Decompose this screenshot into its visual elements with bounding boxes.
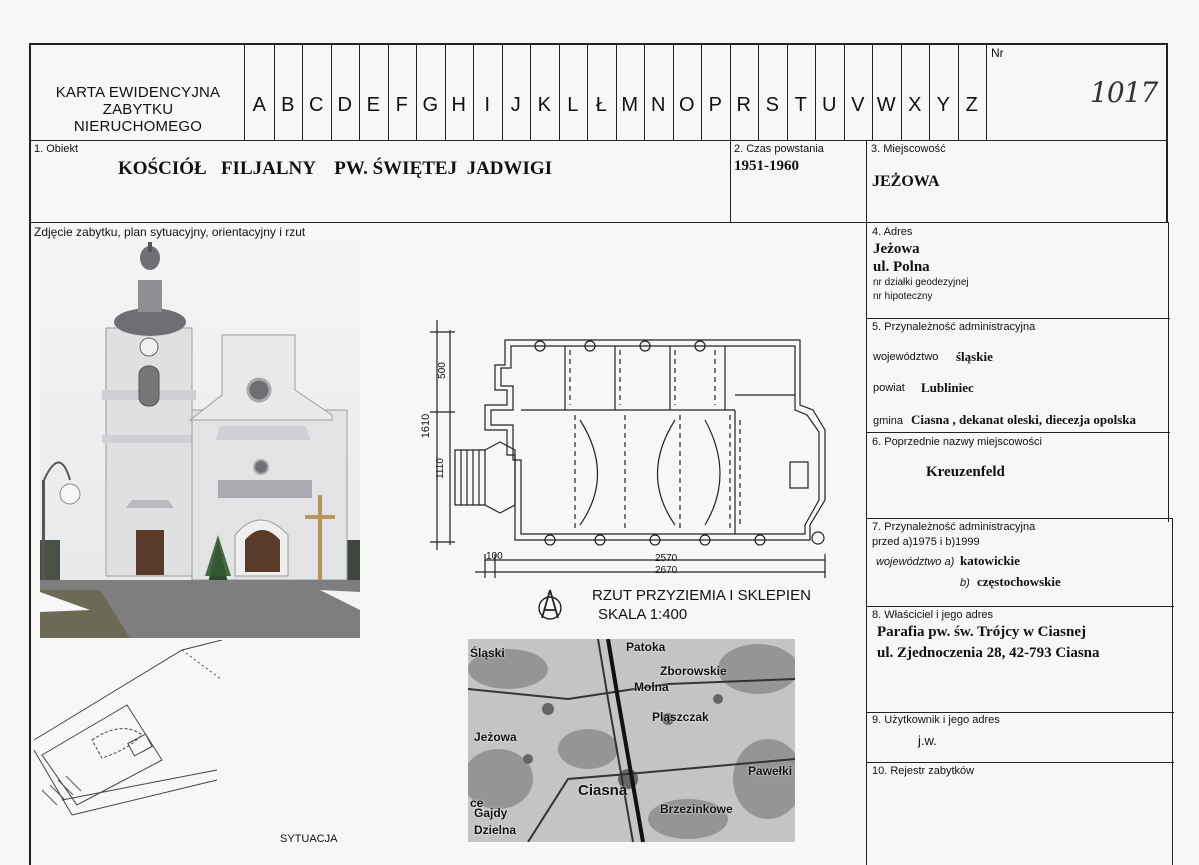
letter-divider	[901, 43, 902, 140]
letter-divider	[958, 43, 959, 140]
letter-index-cell: Y	[936, 93, 950, 116]
letter-divider	[274, 43, 275, 140]
nr-col-divider	[986, 43, 987, 141]
map-label: Molna	[634, 680, 669, 694]
letter-index-cell: E	[366, 93, 380, 116]
right-edge-lower	[1168, 222, 1169, 522]
map-label: Ciasna	[578, 782, 628, 799]
przynaleznosc-hist-label: 7. Przynależność administracyjna	[872, 521, 1036, 533]
letter-index-cell: R	[736, 93, 751, 116]
map-label: Patoka	[626, 640, 666, 654]
frame-right	[1166, 43, 1168, 223]
hist-b-label: b)	[960, 577, 970, 589]
dim-lower: 1110	[434, 458, 446, 479]
letter-divider	[473, 43, 474, 140]
map-label: Pląszczak	[652, 710, 709, 724]
frame-left	[29, 43, 31, 865]
miejscowosc-value: JEŻOWA	[872, 173, 940, 190]
letter-divider	[502, 43, 503, 140]
letter-index-cell: B	[281, 93, 295, 116]
letter-divider	[587, 43, 588, 140]
map-label: Pawełki	[748, 764, 793, 778]
wojewodztwo-value: śląskie	[956, 349, 993, 364]
sep-9	[866, 762, 1174, 763]
wojewodztwo-label: województwo	[873, 351, 939, 363]
miejscowosc-label: 3. Miejscowość	[871, 143, 946, 155]
map-label: Jeżowa	[474, 730, 517, 744]
letter-divider	[616, 43, 617, 140]
letter-divider	[388, 43, 389, 140]
poprzednie-value: Kreuzenfeld	[926, 464, 1005, 480]
letter-divider	[701, 43, 702, 140]
hist-a-value: katowickie	[960, 553, 1020, 568]
letter-divider	[730, 43, 731, 140]
letter-divider	[530, 43, 531, 140]
dim-small: 100	[486, 551, 503, 562]
north-arrow-icon	[534, 588, 566, 624]
card-title	[32, 84, 244, 135]
gmina-label: gmina	[873, 415, 903, 427]
powiat-value: Lubliniec	[921, 380, 974, 395]
letter-divider	[359, 43, 360, 140]
letter-divider	[844, 43, 845, 140]
letter-index-cell: U	[822, 93, 837, 116]
map-label: Śląski	[470, 646, 505, 660]
letter-index-cell: Z	[965, 93, 978, 116]
letter-divider	[872, 43, 873, 140]
letter-divider	[787, 43, 788, 140]
obiekt-label: 1. Obiekt	[34, 143, 79, 155]
card-title-line-3: NIERUCHOMEGO	[73, 118, 203, 135]
sep-8	[866, 712, 1174, 713]
wlasciciel-line-1: Parafia pw. św. Trójcy w Ciasnej	[877, 624, 1087, 640]
letter-index-cell: X	[908, 93, 922, 116]
map-label: Gajdy	[474, 806, 508, 820]
letter-index-cell: V	[851, 93, 865, 116]
obiekt-value: KOŚCIÓŁ FILJALNY PW. ŚWIĘTEJ JADWIGI	[118, 158, 553, 179]
plan-caption-1: RZUT PRZYZIEMIA I SKLEPIEN	[592, 587, 811, 604]
letter-index-cell: M	[621, 93, 639, 116]
letter-index-cell: L	[567, 93, 579, 116]
adres-line-1: Jeżowa	[873, 241, 920, 257]
card-title-line-2: ZABYTKU	[102, 101, 174, 118]
letter-divider	[302, 43, 303, 140]
wlasciciel-line-2: ul. Zjednoczenia 28, 42-793 Ciasna	[877, 645, 1100, 661]
letter-divider	[416, 43, 417, 140]
letter-index-cell: A	[252, 93, 266, 116]
letter-index-cell: G	[422, 93, 439, 116]
letter-index-cell: K	[537, 93, 551, 116]
hist-b-value: częstochowskie	[977, 574, 1061, 589]
dim-width-2: 2670	[655, 565, 678, 576]
map-label: Zborowskie	[660, 664, 727, 678]
zdjecie-label: Zdjęcie zabytku, plan sytuacyjny, orientacyjny i rzut	[34, 225, 306, 239]
czas-label: 2. Czas powstania	[734, 143, 824, 155]
sep-7	[866, 606, 1174, 607]
letter-index-cell: W	[876, 93, 896, 116]
letter-index-cell: S	[765, 93, 779, 116]
row1-bottom	[29, 222, 1169, 223]
adres-note-2: nr hipoteczny	[873, 291, 933, 302]
letter-index-cell: D	[337, 93, 352, 116]
uzytkownik-value: j.w.	[918, 733, 937, 748]
right-col-divider	[866, 140, 867, 865]
czas-divider	[730, 140, 731, 223]
sep-4	[866, 318, 1170, 319]
hist-a-label: województwo a)	[876, 556, 955, 568]
floor-plan-drawing	[415, 310, 845, 580]
dim-upper: 500	[436, 362, 448, 379]
letter-index-cell: H	[451, 93, 466, 116]
dim-total-height: 1610	[420, 413, 433, 439]
map-label: Brzezinkowe	[660, 802, 733, 816]
letter-index-cell: C	[309, 93, 324, 116]
map-label: Dzielna	[474, 823, 517, 837]
letter-divider	[815, 43, 816, 140]
nr-value: 1017	[1090, 76, 1158, 109]
adres-label: 4. Adres	[872, 226, 913, 238]
map-label: ce	[470, 796, 484, 810]
nr-label: Nr	[991, 46, 1004, 60]
sytuacja-label: SYTUACJA	[280, 833, 338, 845]
wlasciciel-label: 8. Właściciel i jego adres	[872, 609, 994, 621]
letter-index-cell: N	[651, 93, 666, 116]
sep-5	[866, 432, 1170, 433]
header-bottom	[29, 140, 1167, 141]
letter-divider	[758, 43, 759, 140]
letter-divider	[673, 43, 674, 140]
letter-index-cell: I	[484, 93, 491, 116]
card-title-line-1: KARTA EWIDENCYJNA	[55, 84, 221, 101]
adres-note-1: nr działki geodezyjnej	[873, 277, 969, 288]
letter-index-cell: Ł	[595, 93, 607, 116]
site-plan-drawing	[32, 640, 222, 825]
letter-divider	[644, 43, 645, 140]
przynaleznosc-hist-sub: przed a)1975 i b)1999	[872, 536, 980, 548]
gmina-value: Ciasna , dekanat oleski, diecezja opolska	[911, 412, 1136, 427]
powiat-label: powiat	[873, 382, 905, 394]
sep-6	[866, 518, 1172, 519]
uzytkownik-label: 9. Użytkownik i jego adres	[872, 714, 1000, 726]
przynaleznosc-label: 5. Przynależność administracyjna	[872, 321, 1036, 333]
letter-divider	[929, 43, 930, 140]
letter-index-cell: P	[708, 93, 722, 116]
letter-index-cell: J	[510, 93, 521, 116]
plan-caption-2: SKALA 1:400	[598, 606, 688, 623]
dim-width-1: 2570	[655, 553, 678, 564]
right-edge-lower2	[1172, 518, 1173, 865]
letter-index-cell: F	[395, 93, 408, 116]
rejestr-label: 10. Rejestr zabytków	[872, 765, 975, 777]
letter-divider	[331, 43, 332, 140]
letter-divider	[559, 43, 560, 140]
church-photo	[40, 240, 360, 638]
letter-divider	[445, 43, 446, 140]
letter-index-cell: T	[794, 93, 807, 116]
czas-value: 1951-1960	[734, 158, 799, 174]
adres-line-2: ul. Polna	[873, 259, 930, 275]
poprzednie-label: 6. Poprzednie nazwy miejscowości	[872, 436, 1042, 448]
location-map	[468, 639, 795, 842]
letter-index-cell: O	[678, 93, 695, 116]
